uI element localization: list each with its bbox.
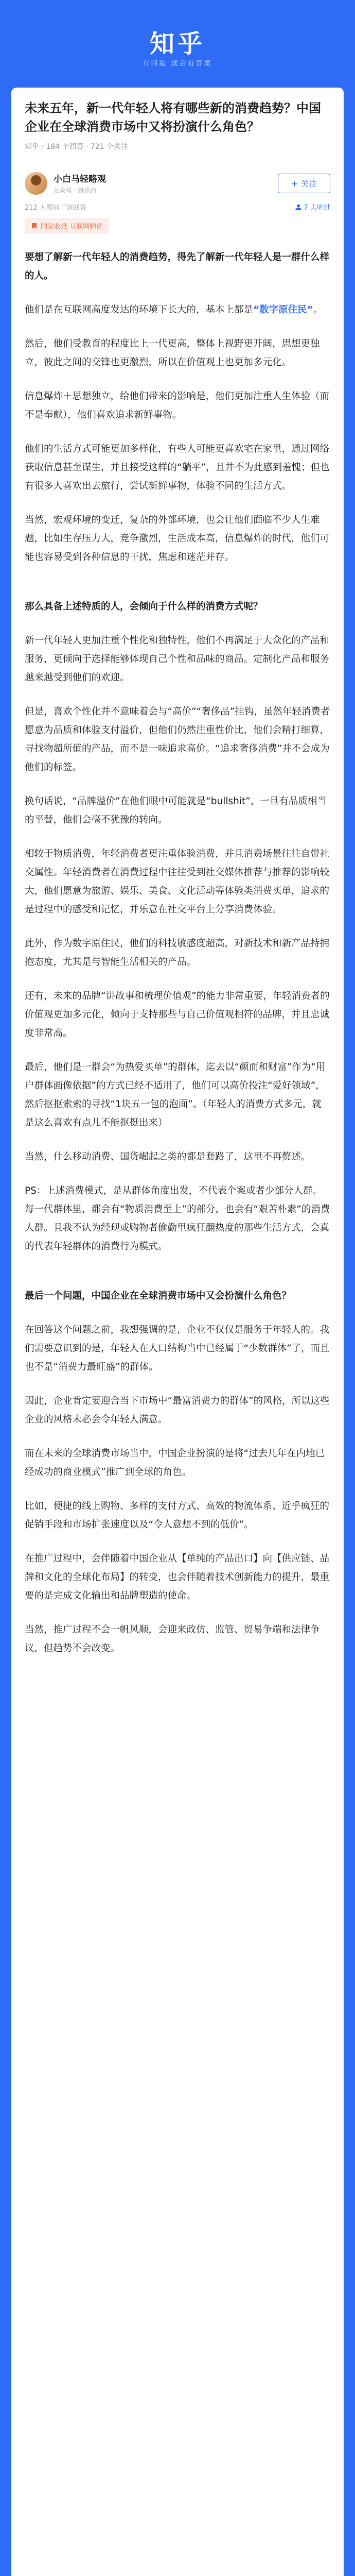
paragraph-12: 此外，作为数字原住民，他们的科技敏感度超高，对新技术和新产品持拥抱态度，尤其是与智能生活相关的产品。 (25, 938, 330, 968)
author-description: 公众号 · 腾讯内 (54, 187, 97, 194)
user-icon (295, 204, 302, 211)
highlight-digital-natives: “数字原住民” (253, 304, 313, 315)
paragraph-21: 比如，便捷的线上购物、多样的支付方式、高效的物流体系、近乎疯狂的促销手段和市场扩张速度以及“令人意想不到的低价”。 (25, 1501, 330, 1530)
collection-tag[interactable] (25, 218, 109, 234)
question-meta: 知乎 · 184 个回答 · 721 个关注 (25, 143, 129, 151)
author-row (25, 160, 330, 198)
paragraph-19: 因此，企业肯定要迎合当下市场中“最富消费力的群体”的风格，所以这些企业的风格未必会令年轻人满意。 (25, 1396, 330, 1425)
paragraph-23: 当然，推广过程不会一帆风顺，会迎来政仿、监管、贸易争端和法律争议，但趋势不会改变。 (25, 1624, 320, 1654)
section-heading-2: 最后一个问题，中国企业在全球消费市场中又会扮演什么角色？ (25, 1291, 292, 1301)
paragraph-2-after: 。 (313, 304, 323, 315)
follow-button[interactable]: + 关注 (278, 174, 330, 193)
paragraph-8: 新一代年轻人更加注重个性化和独特性，他们不再满足于大众化的产品和服务，更倾向于选择能够体现自己个性和品味的商品。定制化产品和服务越来越受到他们的欢迎。 (25, 635, 330, 683)
paragraph-4: 信息爆炸＋思想独立，给他们带来的影响是，他们更加注重人生体验（而不是奉献），他们喜欢追求新鲜事物。 (25, 391, 330, 420)
paragraph-20: 而在未来的全球消费市场当中，中国企业扮演的是将“过去几年在内地已经成功的商业模式”推广到全球的角色。 (25, 1448, 325, 1478)
listen-count-text: 7 人听过 (304, 204, 330, 212)
section-heading-1: 那么具备上述特质的人，会倾向于什么样的消费方式呢？ (25, 601, 263, 612)
paragraph-14: 最后，他们是一群会“为热爱买单”的群体，迄去以“颜而和财富”作为“用户群体画像依据”的方式已经不适用了，他们可以高价投注“爱好领域”，然后抠抠索索的寻找“1块五一包的泡面”。（年轻人的消费方式多元，就是这么喜欢有点儿不能抠挺出来） (25, 1062, 326, 1128)
bookmark-icon (31, 223, 38, 229)
paragraph-3: 然后，他们受教育的程度比上一代更高，整体上视野更开阔，思想更独立，彼此之间的交锋也更激烈，所以在价值观上也更加多元化。 (25, 338, 320, 368)
paragraph-2-before: 他们是在互联网高度发达的环境下长大的，基本上都是 (25, 304, 254, 315)
agree-count: 212 人赞同了该回答 (25, 204, 86, 212)
author-name[interactable]: 小白马轻略观 (54, 174, 106, 184)
paragraph-9: 但是，喜欢个性化并不意味着会与“高价”“奢侈品”挂钩，虽然年轻消费者愿意为品质和体验支付溢价，但他们仍然注重性价比，他们会精打细算，寻找物超所值的产品，而不是一味追求高价。“追求奢侈消费”并不会成为他们的标签。 (25, 706, 330, 773)
paragraph-22: 在推广过程中，会伴随着中国企业从【单纯的产品出口】向【供应链、品牌和文化的全球化布局】的转变，也会伴随着技术创新能力的提升，最重要的是完成文化输出和品牌塑造的使命。 (25, 1553, 330, 1601)
stats-row (25, 198, 330, 218)
answer-card (11, 88, 344, 2576)
header (0, 0, 355, 88)
paragraph-1: 要想了解新一代年轻人的消费趋势，得先了解新一代年轻人是一群什么样的人。 (25, 252, 330, 281)
author-info (54, 172, 278, 195)
zhihu-logo[interactable]: 知乎 (149, 29, 205, 58)
paragraph-2 (25, 301, 330, 319)
paragraph-15: 当然，什么移动消费、国货崛起之类的都是套路了，这里不再赘述。 (25, 1151, 311, 1162)
paragraph-18: 在回答这个问题之前，我想强调的是，企业不仅仅是服务于年轻人的。我们需要意识到的是，年轻人在人口结构当中已经属于“少数群体”了，而且也不是“消费力最旺盛”的群体。 (25, 1325, 330, 1372)
header-slogan: 有问题 就会有答案 (143, 60, 212, 67)
paragraph-13: 还有，未来的品牌“讲故事和梳理价值观”的能力非常重要，年轻消费者的价值观更加多元化，倾向于支持那些与自己价值观相符的品牌，并且忠诚度非常高。 (25, 991, 330, 1039)
answer-content (25, 248, 330, 1658)
paragraph-5: 他们的生活方式可能更加多样化，有些人可能更喜欢宅在家里，通过网络获取信息甚至谋生，并且接受这样的“躺平”，且并不为此感到羞愧；但也有很多人喜欢出去旅行，尝试新鲜事物，体验不同的生活方式。 (25, 444, 330, 492)
listen-count (295, 202, 330, 212)
paragraph-11: 相较于物质消费，年轻消费者更注重体验消费，并且消费场景往往自带社交属性。年轻消费者在消费过程中往往受到社交媒体推荐与推荐的影响较大，他们愿意为旅游、娱乐、美食、文化活动等体验类消费买单，追求的是过程中的感受和记忆，并乐意在社交平台上分享消费体验。 (25, 849, 330, 915)
paragraph-10: 换句话说，“品牌溢价”在他们眼中可能就是“bullshit”，一旦有品质相当的平替，他们会毫不犹豫的转向。 (25, 796, 327, 825)
collection-tag-label: 国家收录 互联网精选 (41, 223, 103, 231)
paragraph-6: 当然，宏观环境的变迁，复杂的外部环境，也会让他们面临不少人生难题，比如生存压力大，竞争激烈，生活成本高，信息爆炸的时代，他们可能也容易受到各种信息的干扰，焦虑和迷茫并存。 (25, 515, 330, 563)
question-title[interactable]: 未来五年，新一代年轻人将有哪些新的消费趋势？中国企业在全球消费市场中又将扮演什么角色？ (25, 101, 321, 134)
author-avatar[interactable] (25, 172, 47, 195)
paragraph-16: PS：上述消费模式，是从群体角度出发，不代表个案或者少部分人群。每一代群体里，都会有“物质消费至上”的部分，也会有“艰苦朴素”的消费人群。且我不认为经现或购物者偷勤里疯狂翻热度的那些生活方式，会真的代表年轻群体的消费行为模式。 (25, 1185, 330, 1252)
